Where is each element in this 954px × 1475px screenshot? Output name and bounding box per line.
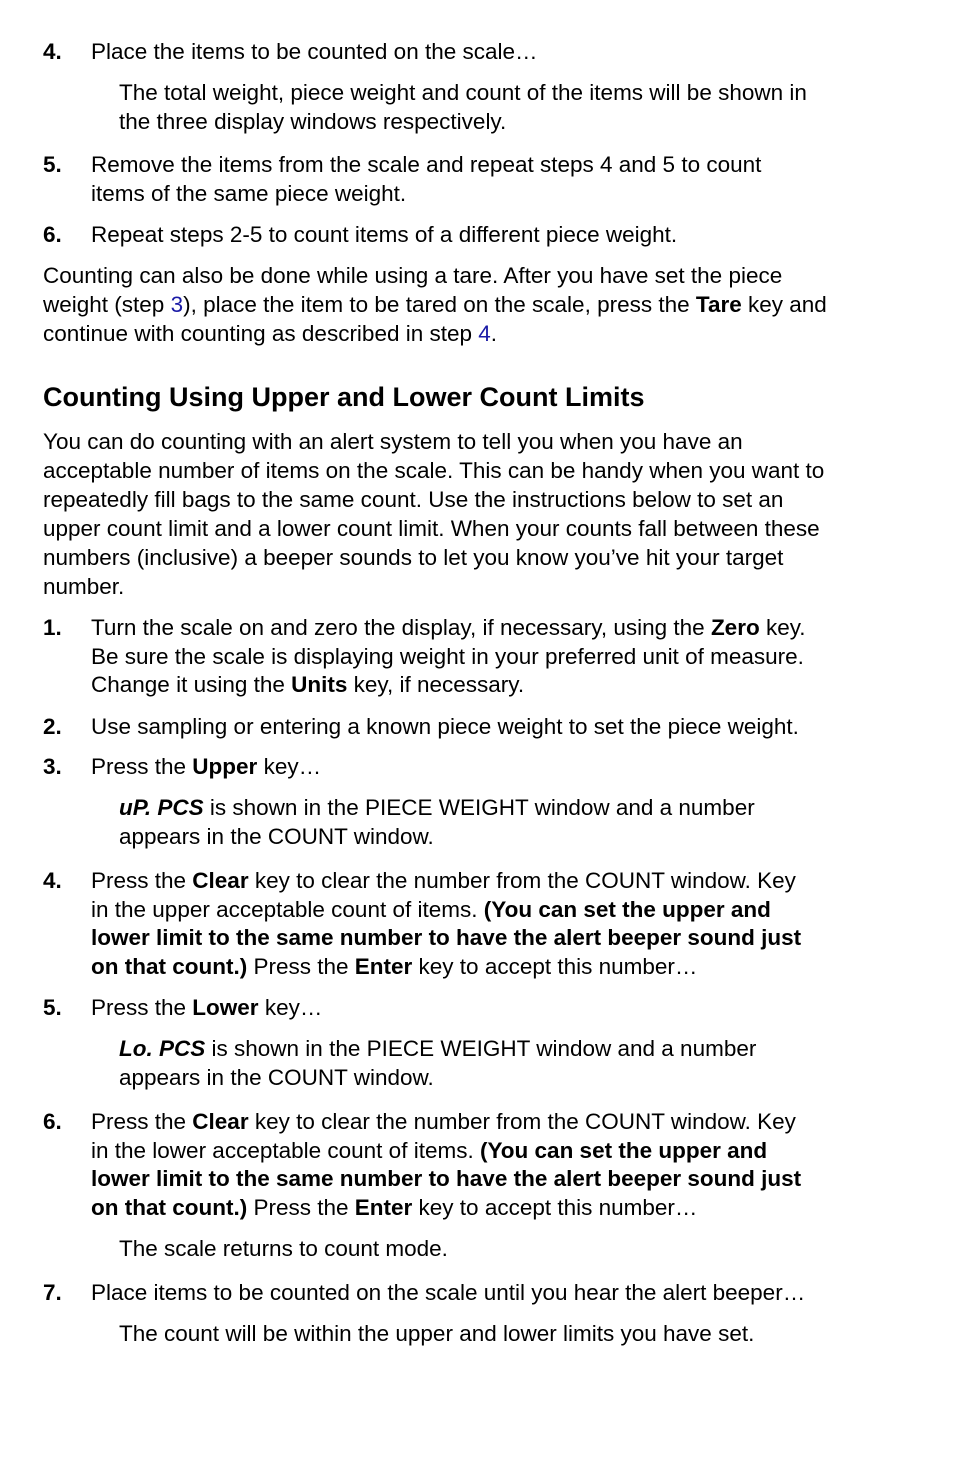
text-run: in the upper acceptable count of items. <box>91 897 484 922</box>
emphasis: on that count.) <box>91 1195 248 1220</box>
text-run: Press the <box>91 754 193 779</box>
key-name: Clear <box>192 1109 249 1134</box>
text-run: Press the <box>247 1195 355 1220</box>
paragraph-line: repeatedly fill bags to the same count. Use the instructions below to set an <box>43 487 784 512</box>
key-name: Zero <box>710 615 760 640</box>
text-run: Press the <box>91 995 193 1020</box>
text-run: key to accept this number… <box>412 1195 698 1220</box>
step-text <box>91 1136 767 1165</box>
step-text <box>91 866 796 895</box>
text-run: is shown in the PIECE WEIGHT window and a number <box>203 795 755 820</box>
key-name: Upper <box>192 754 258 779</box>
paragraph-line: number. <box>43 574 125 599</box>
step-note <box>119 793 755 822</box>
step-text: Place items to be counted on the scale until you hear the alert beeper… <box>91 1280 806 1305</box>
text-run: key, if necessary. <box>347 672 525 697</box>
text-run: is shown in the PIECE WEIGHT window and a number <box>205 1036 757 1061</box>
step-note: appears in the COUNT window. <box>119 1065 434 1090</box>
key-name: Clear <box>192 868 249 893</box>
step-number: 4. <box>43 39 62 64</box>
display-code: Lo. PCS <box>119 1036 206 1061</box>
key-name: Units <box>291 672 348 697</box>
step-text: items of the same piece weight. <box>91 181 407 206</box>
step-text <box>91 670 524 699</box>
step-number: 6. <box>43 1109 62 1134</box>
emphasis: (You can set the upper and <box>483 897 771 922</box>
text-run: key and <box>741 292 827 317</box>
step-number: 3. <box>43 754 62 779</box>
paragraph-line <box>43 319 497 348</box>
step-text <box>91 1164 801 1193</box>
text-run: weight (step <box>43 292 171 317</box>
paragraph-line: numbers (inclusive) a beeper sounds to let you know you’ve hit your target <box>43 545 784 570</box>
key-name: Enter <box>354 1195 413 1220</box>
text-run: key to clear the number from the COUNT window. Key <box>248 868 796 893</box>
text-run: Press the <box>91 868 193 893</box>
step-note: The count will be within the upper and lower limits you have set. <box>119 1321 755 1346</box>
section-heading: Counting Using Upper and Lower Count Limits <box>43 382 645 412</box>
step-number: 2. <box>43 714 62 739</box>
text-run: Press the <box>247 954 355 979</box>
step-number: 4. <box>43 868 62 893</box>
text-run: Turn the scale on and zero the display, if necessary, using the <box>91 615 711 640</box>
key-name: Enter <box>354 954 413 979</box>
text-run: Press the <box>91 1109 193 1134</box>
emphasis: lower limit to the same number to have the alert beeper sound just <box>91 925 802 950</box>
step-text <box>91 752 321 781</box>
text-run: key… <box>258 995 323 1020</box>
step-text <box>91 1193 697 1222</box>
emphasis: lower limit to the same number to have the alert beeper sound just <box>91 1166 802 1191</box>
display-code: uP. PCS <box>119 795 204 820</box>
paragraph-line: upper count limit and a lower count limit. When your counts fall between these <box>43 516 820 541</box>
step-text: Repeat steps 2-5 to count items of a different piece weight. <box>91 222 678 247</box>
step-text <box>91 895 771 924</box>
step-link[interactable]: 4 <box>478 321 491 346</box>
text-run: key. <box>759 615 806 640</box>
text-run: ), place the item to be tared on the scale, press the <box>183 292 696 317</box>
step-note: the three display windows respectively. <box>119 109 507 134</box>
step-text <box>91 923 801 952</box>
text-run: . <box>490 321 498 346</box>
step-link[interactable]: 3 <box>170 292 184 317</box>
step-number: 6. <box>43 222 62 247</box>
step-text: Place the items to be counted on the scale… <box>91 39 538 64</box>
text-run: Change it using the <box>91 672 292 697</box>
step-number: 1. <box>43 615 62 640</box>
paragraph-line: Counting can also be done while using a tare. After you have set the piece <box>43 263 783 288</box>
text-run: key… <box>257 754 322 779</box>
key-name: Tare <box>695 292 742 317</box>
key-name: Lower <box>192 995 259 1020</box>
paragraph-line: acceptable number of items on the scale. This can be handy when you want to <box>43 458 825 483</box>
step-text: Remove the items from the scale and repeat steps 4 and 5 to count <box>91 152 762 177</box>
text-run: in the lower acceptable count of items. <box>91 1138 480 1163</box>
emphasis: on that count.) <box>91 954 248 979</box>
step-text <box>91 993 322 1022</box>
paragraph-line: You can do counting with an alert system to tell you when you have an <box>43 429 743 454</box>
step-text: Use sampling or entering a known piece weight to set the piece weight. <box>91 714 799 739</box>
step-note: The total weight, piece weight and count of the items will be shown in <box>119 80 807 105</box>
step-text <box>91 952 697 981</box>
text-run: key to clear the number from the COUNT window. Key <box>248 1109 796 1134</box>
step-note <box>119 1034 756 1063</box>
text-run: key to accept this number… <box>412 954 698 979</box>
step-text <box>91 1107 796 1136</box>
step-number: 5. <box>43 152 62 177</box>
step-number: 7. <box>43 1280 62 1305</box>
step-text: Be sure the scale is displaying weight in your preferred unit of measure. <box>91 644 804 669</box>
text-run: continue with counting as described in step <box>43 321 479 346</box>
step-text <box>91 613 806 642</box>
step-note: appears in the COUNT window. <box>119 824 434 849</box>
step-number: 5. <box>43 995 62 1020</box>
step-note: The scale returns to count mode. <box>119 1236 448 1261</box>
paragraph-line <box>43 290 827 319</box>
emphasis: (You can set the upper and <box>479 1138 768 1163</box>
